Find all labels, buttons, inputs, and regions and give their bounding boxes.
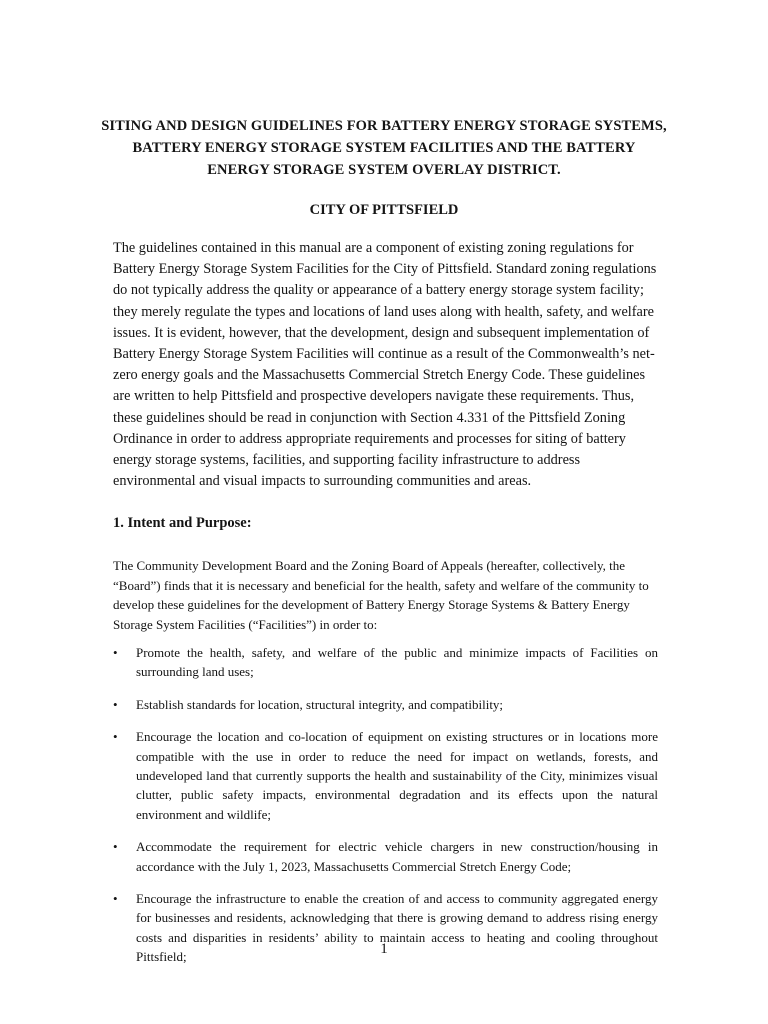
bullet-icon: • [113, 891, 118, 907]
list-item [113, 643, 658, 682]
purpose-bullet-list [113, 643, 658, 980]
list-item-text: Establish standards for location, structural integrity, and compatibility; [136, 696, 504, 712]
list-item-text: Encourage the infrastructure to enable the creation of and access to community aggregated energy for businesses and residents, acknowledging that there is growing demand to address rising energy costs and disparities in residents’ ability to maintain access to heating and cooling throughout Pittsfield; [136, 891, 658, 965]
list-item-text: Encourage the location and co-location of equipment on existing structures or in locations more compatible with the use in order to reduce the need for impact on wetlands, forests, and undeveloped land that currently supports the health and sustainability of the City, minimizes visual clutter, public safety impacts, environmental degradation and its effects upon the natural environment and wildlife; [136, 729, 658, 822]
intro-paragraph: The guidelines contained in this manual are a component of existing zoning regulations for Battery Energy Storage System Facilities for the City of Pittsfield. Standard zoning regulations do not typically address the quality or appearance of a battery energy storage system facility; they merely regulate the types and locations of land uses along with health, safety, and welfare issues. It is evident, however, that the development, design and subsequent implementation of Battery Energy Storage System Facilities will continue as a result of the Commonwealth’s net-zero energy goals and the Massachusetts Commercial Stretch Energy Code. These guidelines are written to help Pittsfield and prospective developers navigate these requirements. Thus, these guidelines should be read in conjunction with Section 4.331 of the Pittsfield Zoning Ordinance in order to address appropriate requirements and processes for siting of battery energy storage systems, facilities, and supporting facility infrastructure to address environmental and visual impacts to surrounding communities and areas. [113, 240, 657, 490]
list-item-text: Promote the health, safety, and welfare of the public and minimize impacts of Facilities on surrounding land uses; [136, 645, 658, 680]
document-title: SITING AND DESIGN GUIDELINES FOR BATTERY ENERGY STORAGE SYSTEMS, BATTERY ENERGY STORAGE SYSTEM FACILITIES AND THE BATTERY ENERGY STORAGE SYSTEM OVERLAY DISTRICT. [101, 118, 667, 178]
city-heading: CITY OF PITTSFIELD [309, 202, 459, 218]
list-item-text: Accommodate the requirement for electric vehicle chargers in new construction/housing in accordance with the July 1, 2023, Massachusetts Commercial Stretch Energy Code; [136, 839, 658, 874]
bullet-icon: • [113, 839, 118, 855]
page-number: 1 [380, 941, 388, 957]
list-item [113, 695, 658, 714]
bullet-icon: • [113, 696, 118, 712]
section-heading-intent: 1. Intent and Purpose: [113, 515, 252, 531]
bullet-icon: • [113, 729, 118, 745]
purpose-paragraph: The Community Development Board and the Zoning Board of Appeals (hereafter, collectively, the “Board”) finds that it is necessary and beneficial for the health, safety and welfare of the community to develop these guidelines for the development of Battery Energy Storage Systems & Battery Energy Storage System Facilities (“Facilities”) in order to: [113, 558, 649, 632]
bullet-icon: • [113, 645, 118, 660]
list-item [113, 727, 658, 824]
list-item [113, 837, 658, 876]
